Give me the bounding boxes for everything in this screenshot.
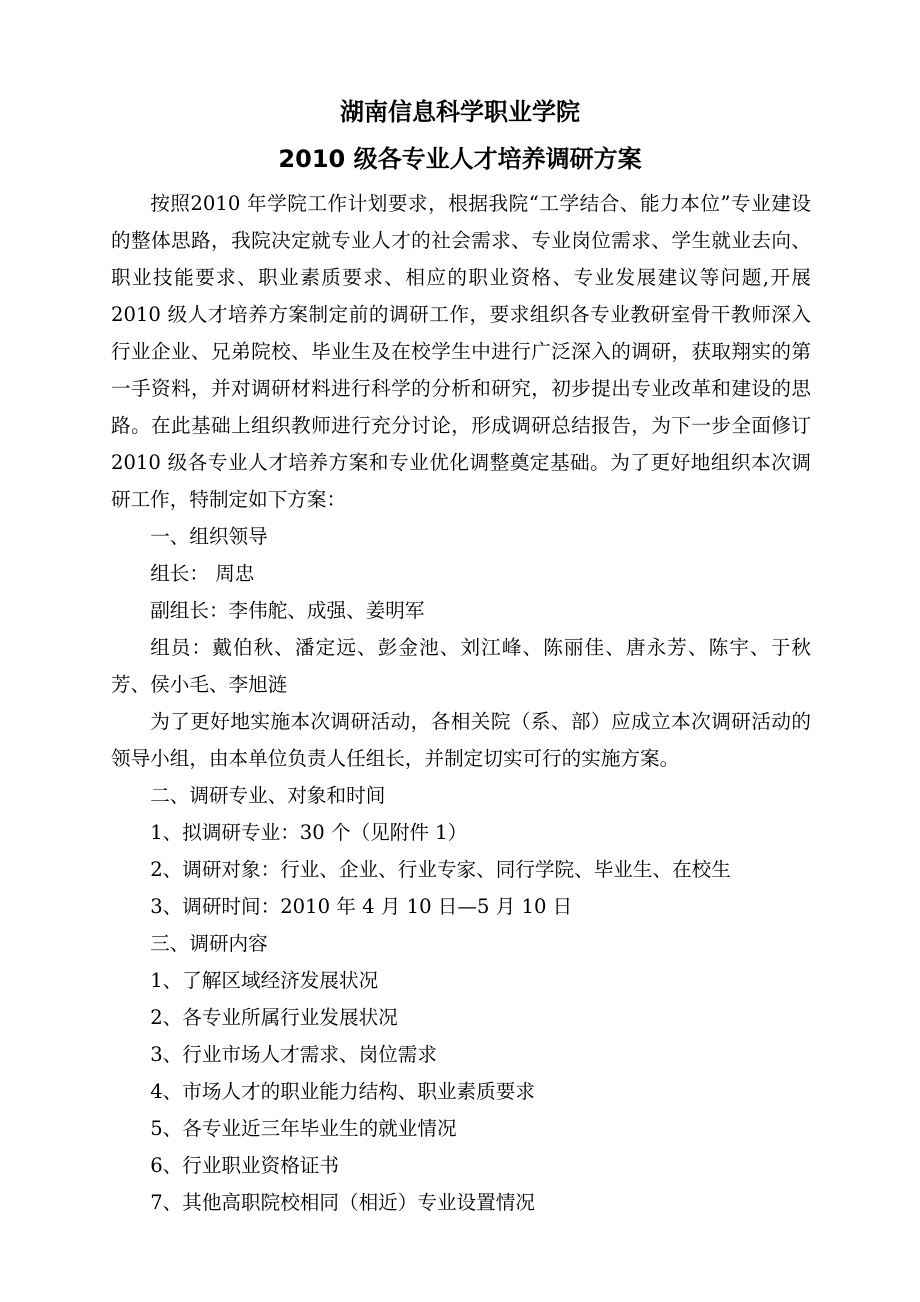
section-heading-scope: 二、调研专业、对象和时间 bbox=[150, 784, 386, 807]
deputy-leaders: 副组长：李伟舵、成强、姜明军 bbox=[150, 599, 425, 622]
group-members: 组员：戴伯秋、潘定远、彭金池、刘江峰、陈丽佳、唐永芳、陈宇、于秋芳、侯小毛、李旭涟 bbox=[111, 636, 811, 696]
content-item: 2、各专业所属行业发展状况 bbox=[150, 1006, 398, 1029]
content-item: 4、市场人才的职业能力结构、职业素质要求 bbox=[150, 1080, 535, 1103]
organization-note: 为了更好地实施本次调研活动，各相关院（系、部）应成立本次调研活动的领导小组，由本单位负责人任组长，并制定切实可行的实施方案。 bbox=[111, 710, 811, 770]
document-title-institution: 湖南信息科学职业学院 bbox=[340, 98, 580, 126]
scope-item-time: 3、调研时间：2010 年 4 月 10 日—5 月 10 日 bbox=[150, 895, 573, 918]
document-title-plan: 2010 级各专业人才培养调研方案 bbox=[278, 145, 642, 173]
intro-paragraph: 按照2010 年学院工作计划要求，根据我院“工学结合、能力本位”专业建设的整体思路，我院决定就专业人才的社会需求、专业岗位需求、学生就业去向、职业技能要求、职业素质要求、相应的职业资格、专业发展建议等问题,开展2010 级人才培养方案制定前的调研工作，要求组织各专业教研室骨干教师深入行业企业、兄弟院校、毕业生及在校学生中进行广泛深入的调研，获取翔实的第一手资料，并对调研材料进行科学的分析和研究，初步提出专业改革和建设的思路。在此基础上组织教师进行充分讨论，形成调研总结报告，为下一步全面修订2010 级各专业人才培养方案和专业优化调整奠定基础。为了更好地组织本次调研工作，特制定如下方案： bbox=[111, 192, 811, 511]
group-leader: 组长： 周忠 bbox=[150, 562, 255, 585]
document-body bbox=[111, 185, 811, 1221]
content-item: 6、行业职业资格证书 bbox=[150, 1154, 339, 1177]
content-item: 3、行业市场人才需求、岗位需求 bbox=[150, 1043, 437, 1066]
scope-item-majors: 1、拟调研专业：30 个（见附件 1） bbox=[150, 821, 468, 844]
scope-item-targets: 2、调研对象：行业、企业、行业专家、同行学院、毕业生、在校生 bbox=[150, 858, 731, 881]
content-item: 1、了解区域经济发展状况 bbox=[150, 969, 379, 992]
section-heading-organization: 一、组织领导 bbox=[150, 525, 268, 548]
section-heading-content: 三、调研内容 bbox=[150, 932, 268, 955]
content-item: 7、其他高职院校相同（相近）专业设置情况 bbox=[150, 1191, 535, 1214]
content-item: 5、各专业近三年毕业生的就业情况 bbox=[150, 1117, 457, 1140]
